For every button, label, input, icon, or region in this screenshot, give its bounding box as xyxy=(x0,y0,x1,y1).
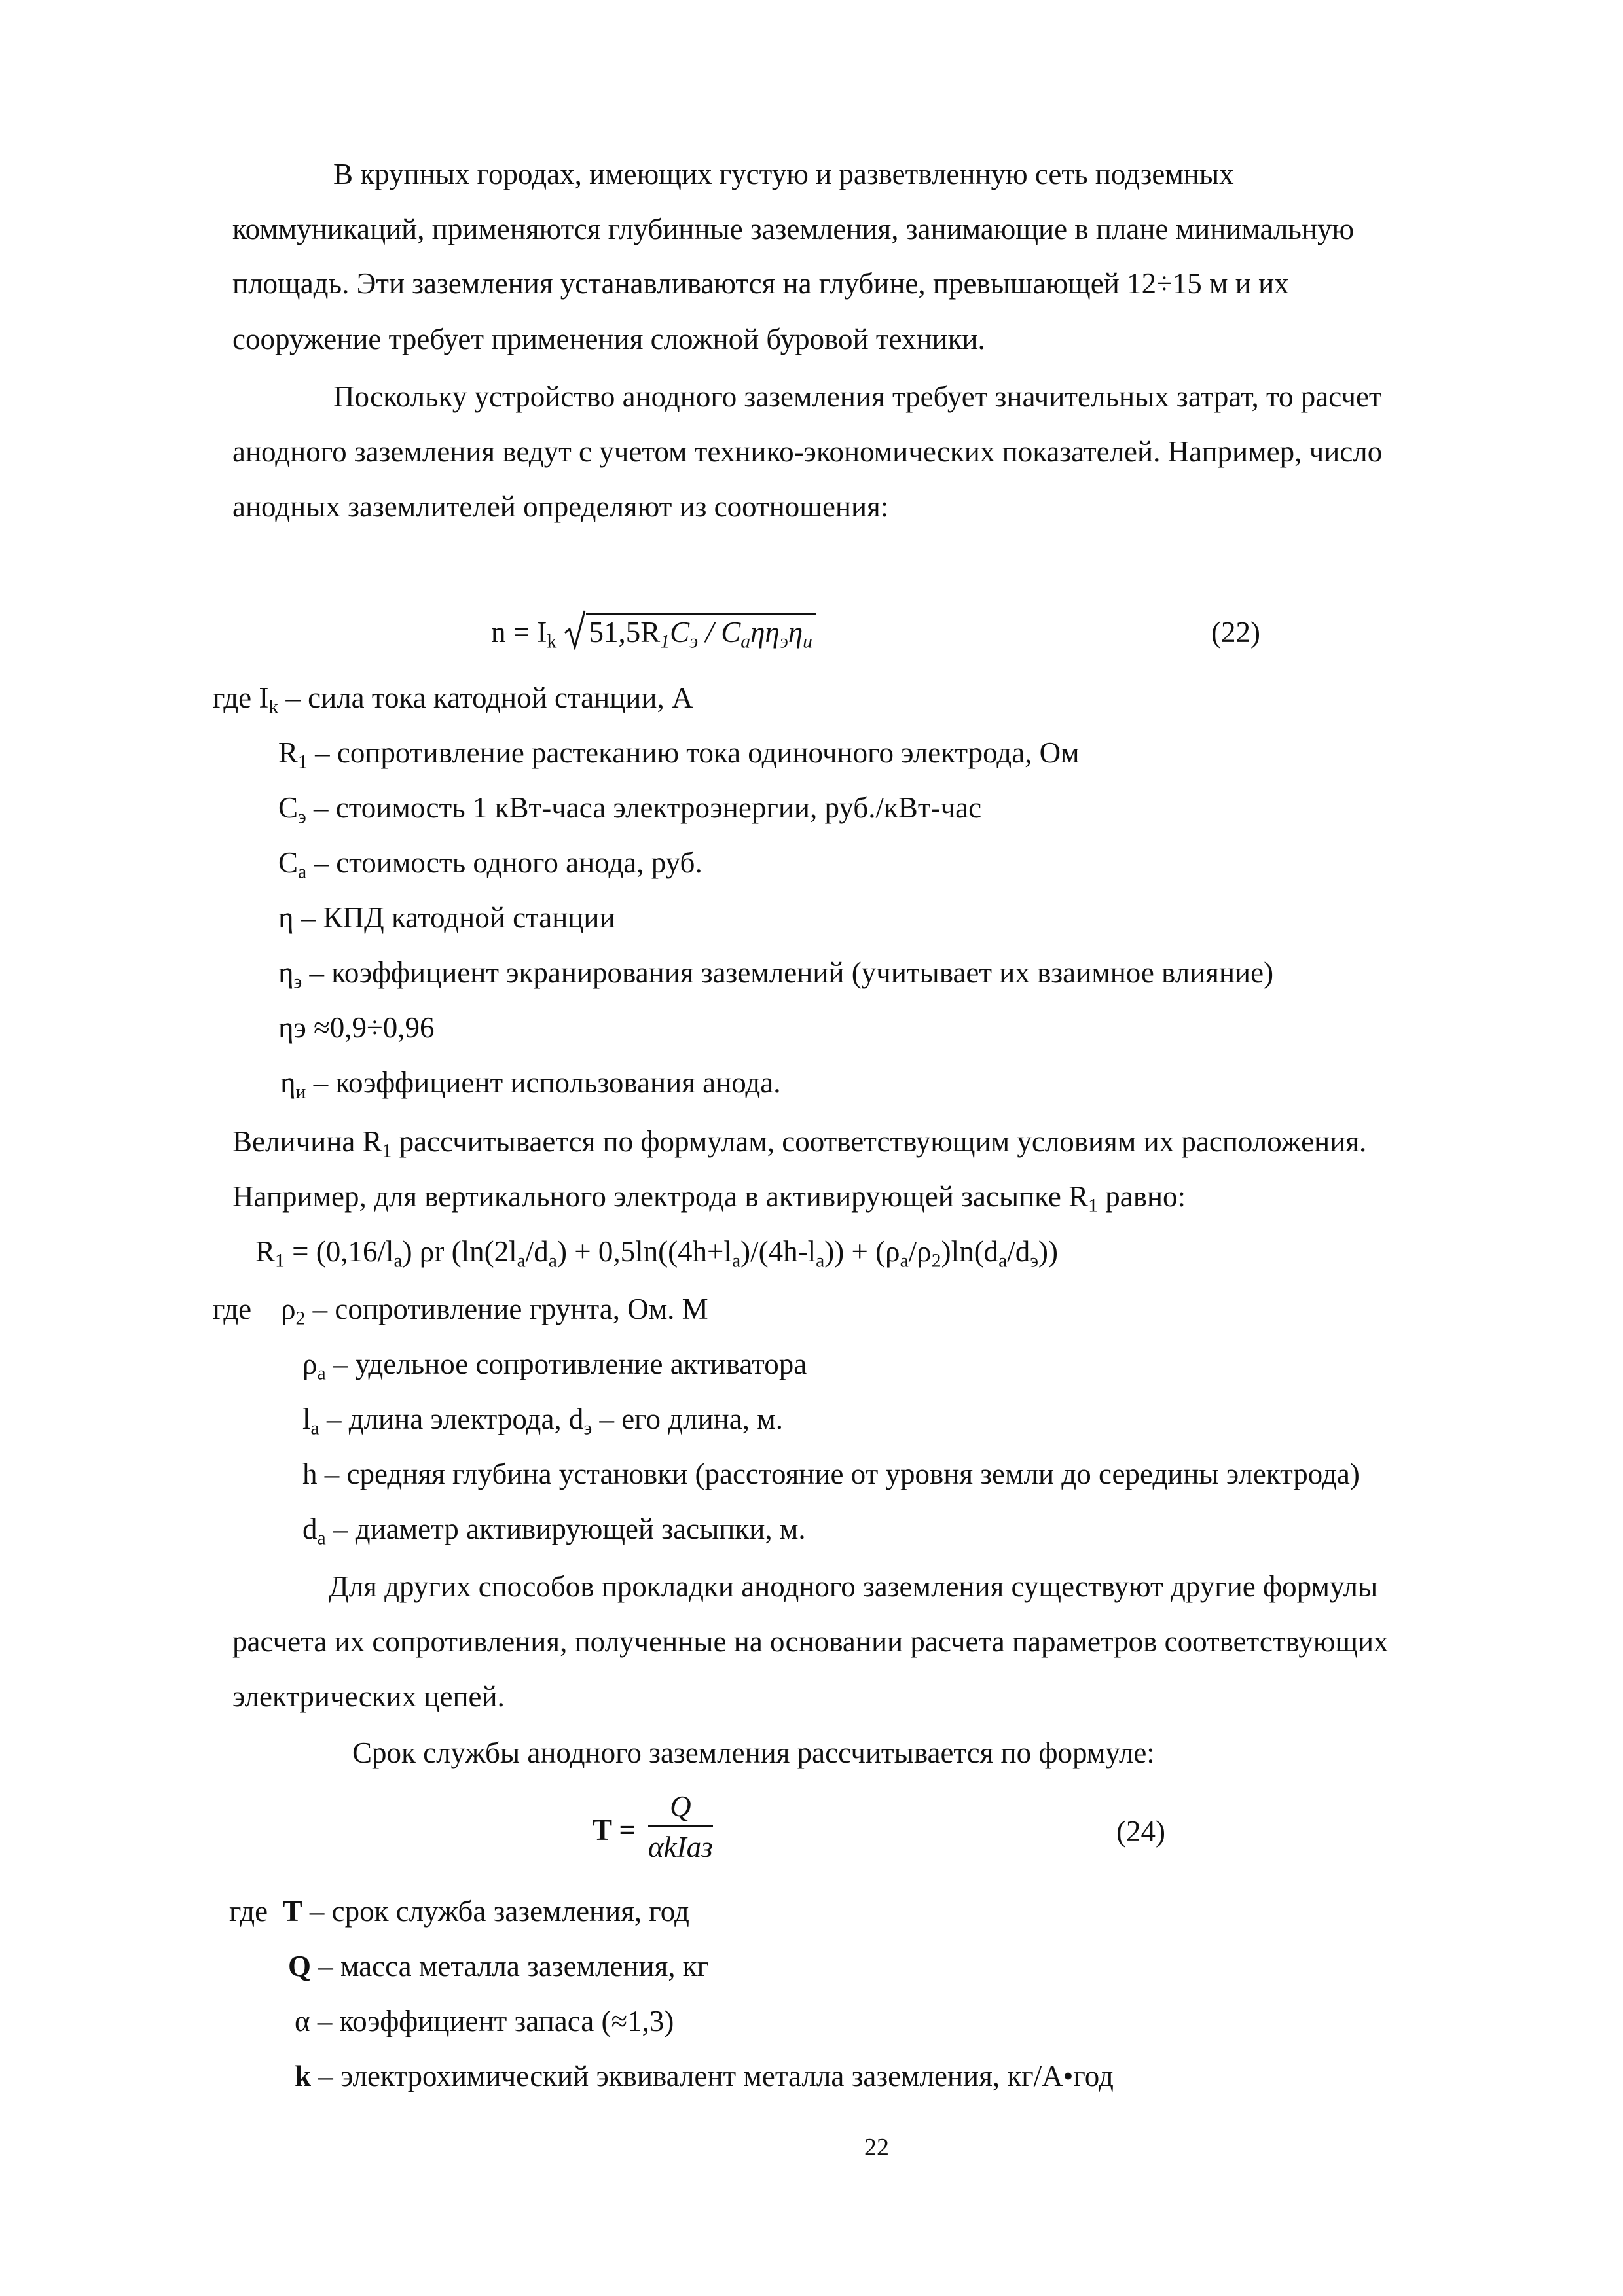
def-rho2: где $\rho_2$ – сопротивление грунта, Ом. М xyxy=(213,1293,708,1329)
para5-line1: Срок службы анодного заземления рассчитывается по формуле: xyxy=(352,1736,1155,1769)
formula-r1: $R_1 = (0,16/l_a)$ ρr $(\ln(2l_a/d_a) + 0,5\ln((4h+l_a)/(4h-l_a)) + (\rho_a/\rho_2)\ln(d_a/d_э))$ xyxy=(255,1235,1058,1272)
def-k: k – электрохимический эквивалент металла заземления, кг/А•год xyxy=(295,2060,1114,2092)
def-ca: $C_a$ – стоимость одного анода, руб. xyxy=(278,846,702,883)
para1-line2: коммуникаций, применяются глубинные заземления, занимающие в плане минимальную xyxy=(232,213,1355,245)
para2-line1: Поскольку устройство анодного заземления требует значительных затрат, то расчет xyxy=(333,380,1382,413)
para1-line4: сооружение требует применения сложной буровой техники. xyxy=(232,323,985,355)
def-la: $l_a$ – длина электрода, $d_э$ – его длина, м. xyxy=(302,1403,783,1439)
sqrt: $51,5R_1C_э / C_a\eta\eta_э\eta_и$ xyxy=(564,613,816,647)
formula-22-number: (22) xyxy=(1211,616,1260,649)
def-eta: η – КПД катодной станции xyxy=(278,901,615,934)
formula-24-fraction xyxy=(648,1792,713,1862)
def-q: Q – масса металла заземления, кг xyxy=(288,1950,710,1982)
radical-sign-icon xyxy=(564,609,586,650)
def-ik: где $I_k$ – сила тока катодной станции, А xyxy=(213,681,693,718)
def-h: h – средняя глубина установки (расстояние от уровня земли до середины электрода) xyxy=(302,1458,1360,1490)
formula-22-lhs: n = I xyxy=(491,616,547,649)
formula-24-lhs: T = xyxy=(593,1814,636,1846)
para4-line2: расчета их сопротивления, полученные на основании расчета параметров соответствующих xyxy=(232,1625,1389,1658)
para2-line3: анодных заземлителей определяют из соотношения: xyxy=(232,490,889,523)
def-ce: $C_э$ – стоимость 1 кВт-часа электроэнергии, руб./кВт-час xyxy=(278,791,982,828)
def-eta-i: $\eta_и$ – коэффициент использования анода. xyxy=(280,1066,781,1103)
def-eta-e: $\eta_э$ – коэффициент экранирования заземлений (учитывает их взаимное влияние) xyxy=(278,956,1274,993)
page-number: 22 xyxy=(864,2134,889,2161)
para1-line1: В крупных городах, имеющих густую и разветвленную сеть подземных xyxy=(333,158,1234,190)
formula-24-numerator: Q xyxy=(648,1792,713,1827)
def-alpha: α – коэффициент запаса (≈1,3) xyxy=(295,2005,674,2037)
formula-24-denominator: αkIaз xyxy=(648,1831,713,1863)
formula-24-number: (24) xyxy=(1116,1815,1165,1848)
formula-22 xyxy=(491,613,816,653)
def-t: где T – срок служба заземления, год xyxy=(229,1895,689,1928)
para4-line1: Для других способов прокладки анодного заземления существуют другие формулы xyxy=(329,1570,1378,1603)
para1-line3: площадь. Эти заземления устанавливаются на глубине, превышающей 12÷15 м и их xyxy=(232,267,1289,300)
def-r1: $R_1$ – сопротивление растеканию тока одиночного электрода, Ом xyxy=(278,736,1080,773)
para4-line3: электрических цепей. xyxy=(232,1680,505,1713)
formula-22-lhs-sub: k xyxy=(547,631,557,653)
para3-line2: Например, для вертикального электрода в активирующей засыпке $R_1$ равно: xyxy=(232,1180,1186,1217)
para2-line2: анодного заземления ведут с учетом технико-экономических показателей. Например, число xyxy=(232,435,1383,468)
def-eta-e-value: ηэ ≈0,9÷0,96 xyxy=(278,1011,435,1044)
def-da: $d_a$ – диаметр активирующей засыпки, м. xyxy=(302,1513,806,1549)
para3-line1: Величина $R_1$ рассчитывается по формулам, соответствующим условиям их расположения. xyxy=(232,1125,1367,1162)
def-rhoa: $\rho_a$ – удельное сопротивление активатора xyxy=(302,1348,807,1384)
